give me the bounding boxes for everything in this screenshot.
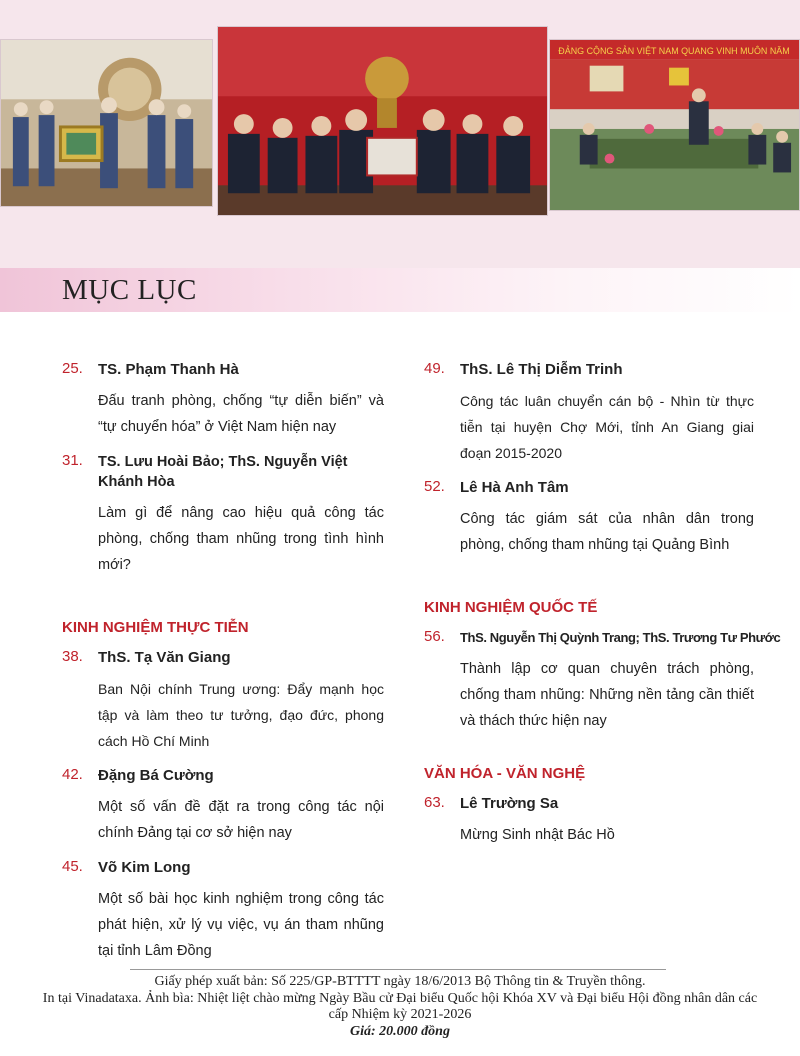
toc-left-column	[62, 360, 384, 964]
toc-entry[interactable]	[424, 628, 781, 734]
colophon	[40, 974, 760, 1040]
price-line: Giá: 20.000 đồng	[350, 1023, 450, 1039]
article-title: Công tác luân chuyển cán bộ - Nhìn từ thực tiễn tại huyện Chợ Mới, tỉnh An Giang giai đoạn 2015-2020	[460, 393, 754, 461]
article-title: Một số vấn đề đặt ra trong công tác nội chính Đảng tại cơ sở hiện nay	[98, 799, 384, 841]
page-number: 31.	[62, 452, 83, 469]
toc-entry[interactable]	[62, 648, 384, 754]
page-number: 45.	[62, 858, 83, 875]
page-title: MỤC LỤC	[62, 274, 197, 306]
toc-entry[interactable]	[62, 360, 384, 440]
author-name: ThS. Tạ Văn Giang	[98, 649, 231, 666]
page-number: 63.	[424, 794, 445, 811]
author-name: Lê Trường Sa	[460, 795, 559, 812]
author-name: TS. Lưu Hoài Bảo; ThS. Nguyễn Việt Khánh Hòa	[98, 454, 348, 490]
section-heading: KINH NGHIỆM THỰC TIỄN	[62, 619, 249, 636]
toc-entry[interactable]	[424, 360, 754, 466]
page-number: 52.	[424, 478, 445, 495]
toc-entry[interactable]	[62, 452, 384, 578]
author-name: ThS. Lê Thị Diễm Trinh	[460, 361, 623, 378]
page-number: 49.	[424, 360, 445, 377]
author-name: Võ Kim Long	[98, 859, 191, 876]
article-title: Mừng Sinh nhật Bác Hồ	[460, 827, 615, 843]
toc-entry[interactable]	[62, 858, 384, 964]
article-title: Một số bài học kinh nghiệm trong công tác phát hiện, xử lý vụ việc, vụ án tham nhũng tại tỉnh Lâm Đồng	[98, 891, 384, 959]
author-name: Lê Hà Anh Tâm	[460, 479, 569, 496]
author-name: ThS. Nguyễn Thị Quỳnh Trang; ThS. Trương Tư Phước	[460, 630, 781, 645]
section-heading: KINH NGHIỆM QUỐC TẾ	[424, 599, 598, 616]
toc-entry[interactable]	[62, 766, 384, 846]
toc-entry[interactable]	[424, 478, 754, 558]
photo-gift-painting	[0, 39, 213, 207]
page-number: 25.	[62, 360, 83, 377]
footer-divider	[130, 969, 666, 970]
banner-text: ĐẢNG CỘNG SẢN VIỆT NAM QUANG VINH MUÔN NĂM	[558, 45, 790, 56]
section-heading: VĂN HÓA - VĂN NGHỆ	[424, 765, 586, 782]
photo-meeting	[549, 39, 800, 211]
article-title: Công tác giám sát của nhân dân trong phòng, chống tham nhũng tại Quảng Bình	[460, 511, 754, 553]
article-title: Thành lập cơ quan chuyên trách phòng, chống tham nhũng: Những nền tảng cần thiết và thách thức hiện nay	[460, 661, 754, 729]
page-number: 38.	[62, 648, 83, 665]
license-line: Giấy phép xuất bản: Số 225/GP-BTTTT ngày 18/6/2013 Bộ Thông tin & Truyền thông.	[154, 974, 646, 989]
title-band	[0, 268, 800, 312]
article-title: Ban Nội chính Trung ương: Đẩy mạnh học tập và làm theo tư tưởng, đạo đức, phong cách Hồ Chí Minh	[98, 681, 384, 749]
photo-group-gift	[217, 26, 548, 216]
article-title: Làm gì để nâng cao hiệu quả công tác phòng, chống tham nhũng trong tình hình mới?	[98, 505, 384, 573]
author-name: TS. Phạm Thanh Hà	[98, 361, 239, 378]
page-number: 56.	[424, 628, 445, 645]
page-number: 42.	[62, 766, 83, 783]
author-name: Đặng Bá Cường	[98, 767, 214, 784]
printing-line: In tại Vinadataxa. Ảnh bìa: Nhiệt liệt chào mừng Ngày Bầu cử Đại biểu Quốc hội Khóa XV và Đại biểu Hội đồng nhân dân các cấp Nhiệm kỳ 2021-2026	[42, 990, 758, 1022]
article-title: Đấu tranh phòng, chống “tự diễn biến” và “tự chuyển hóa” ở Việt Nam hiện nay	[98, 393, 384, 435]
toc-entry[interactable]	[424, 794, 754, 848]
toc-right-column	[424, 360, 781, 848]
